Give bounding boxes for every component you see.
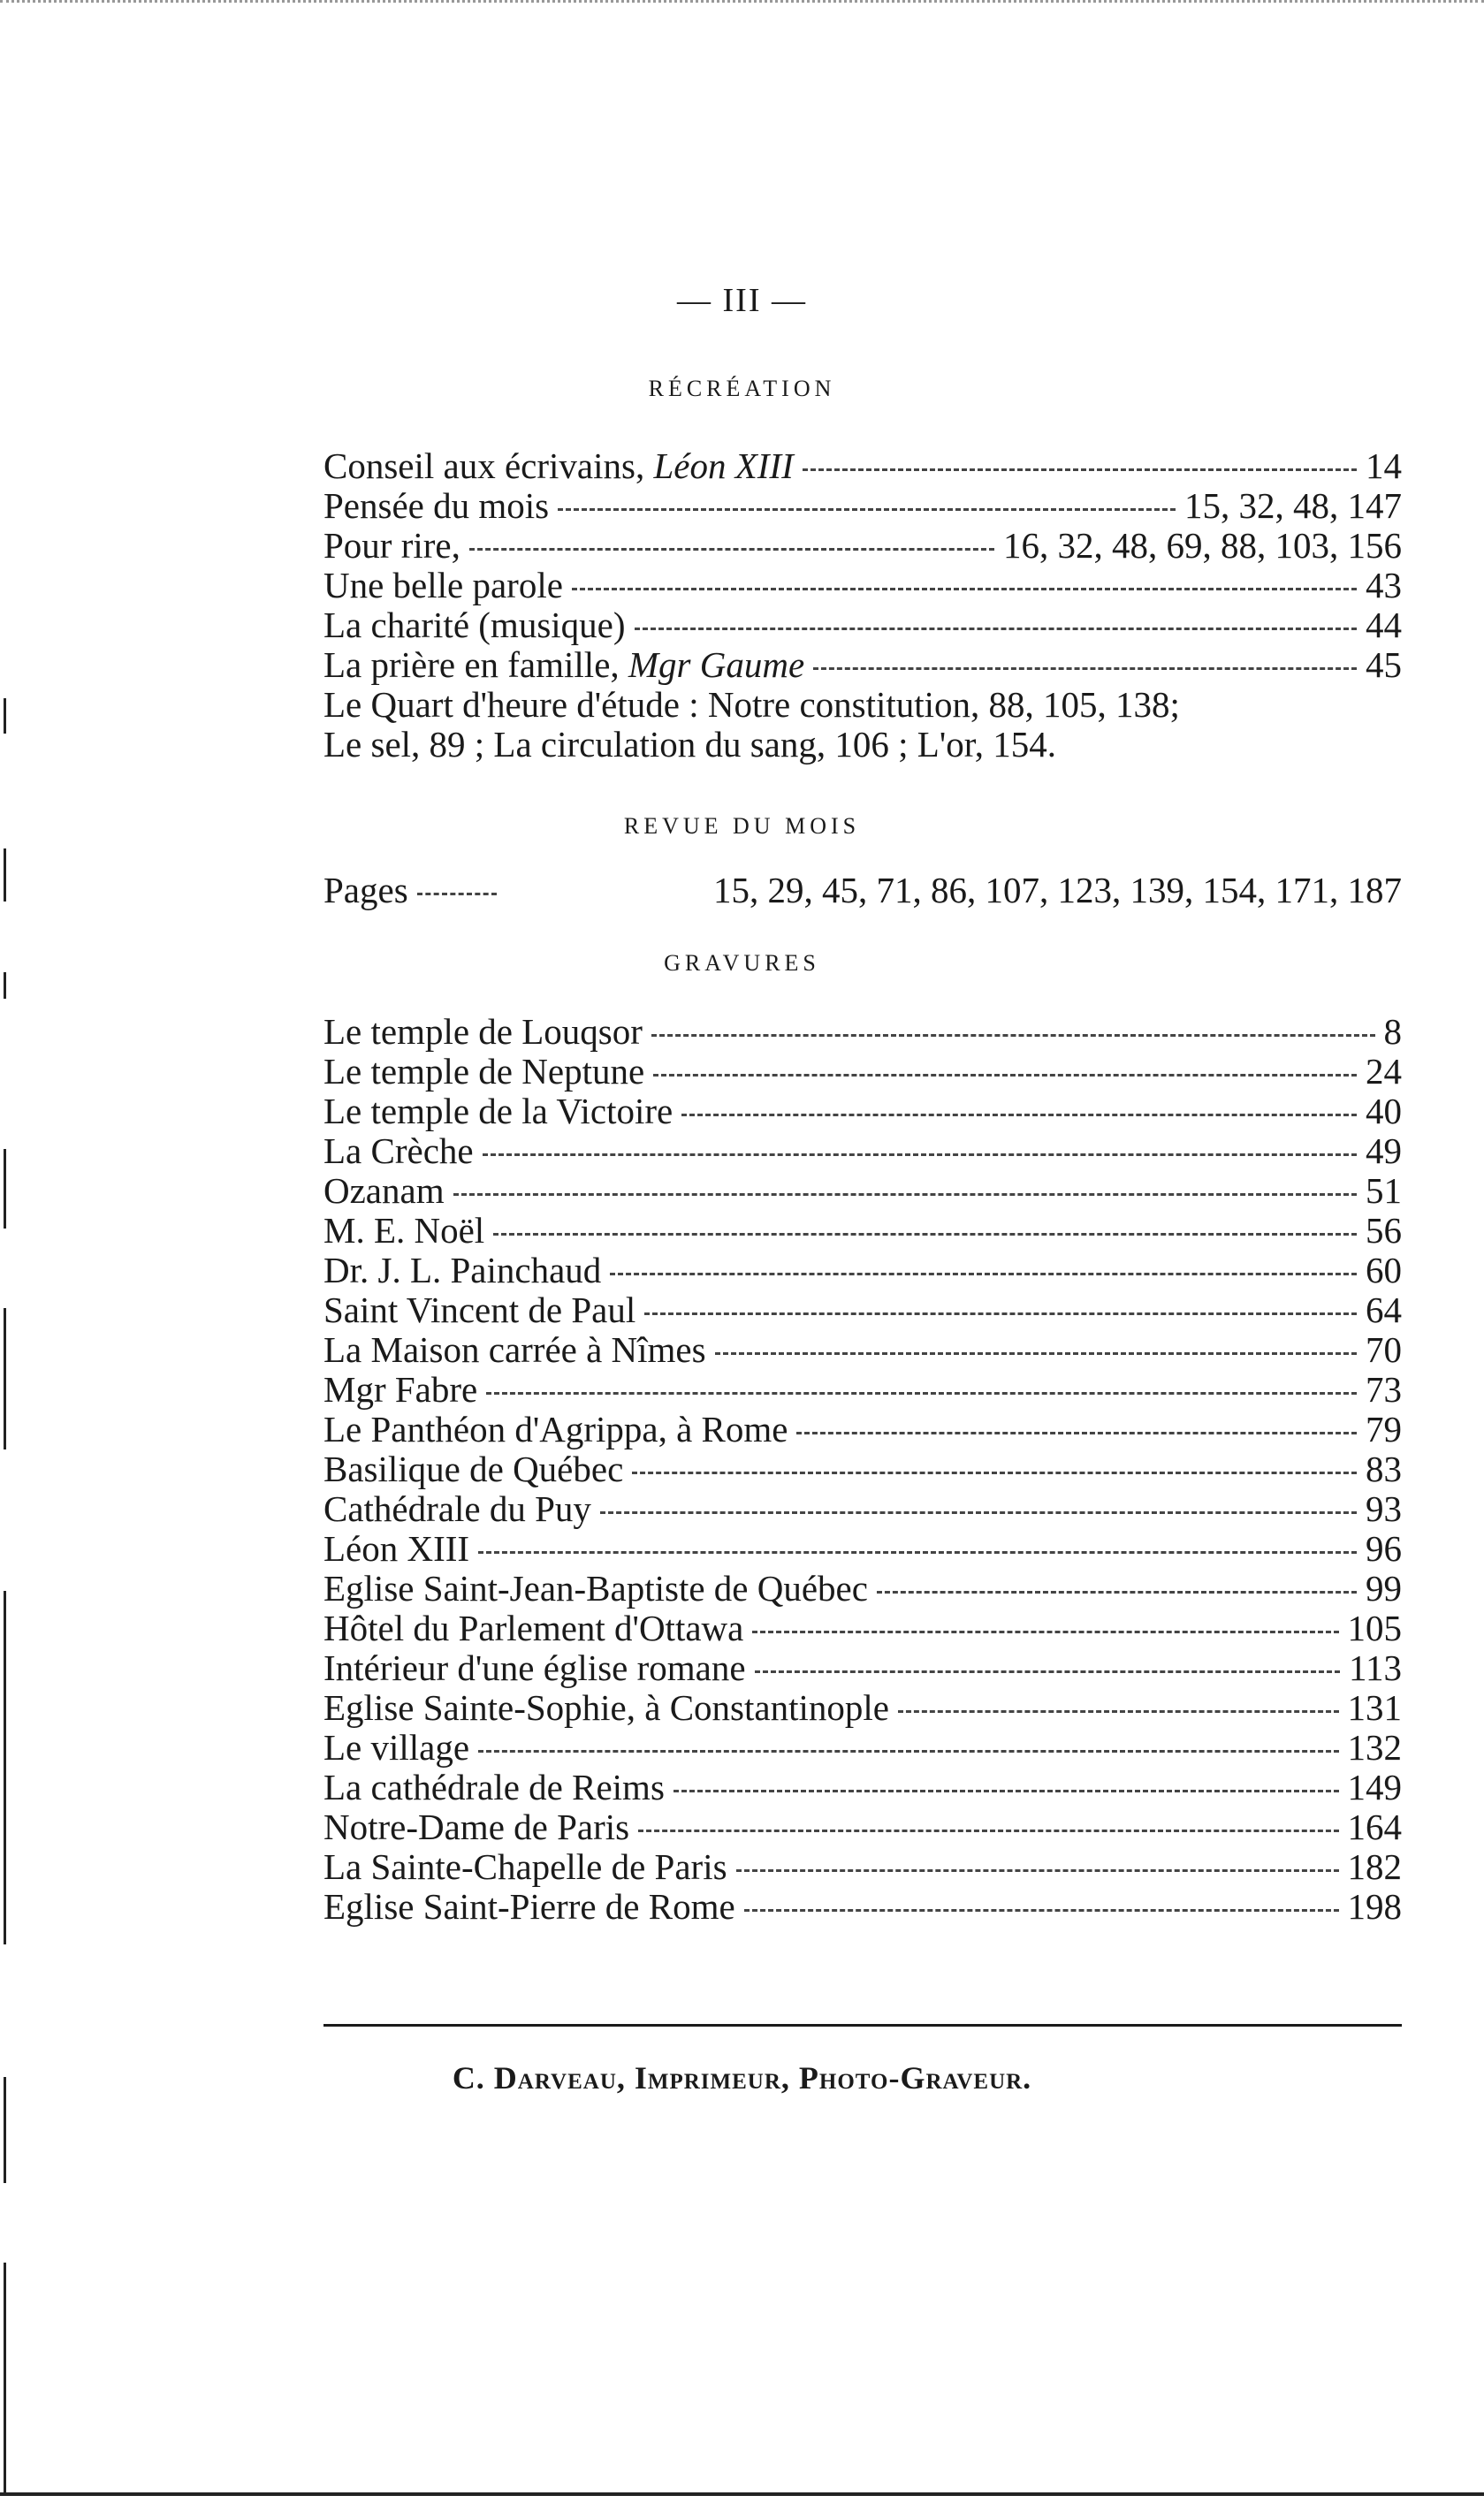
dot-leader <box>715 1352 1357 1355</box>
gravure-row: Léon XIII 96 <box>323 1528 1402 1569</box>
gravure-row: Le temple de Louqsor 8 <box>323 1011 1402 1052</box>
gravure-row: La Sainte-Chapelle de Paris 182 <box>323 1846 1402 1887</box>
dot-leader <box>877 1591 1357 1594</box>
dot-leader <box>803 468 1357 471</box>
gravure-row: Le Panthéon d'Agrippa, à Rome 79 <box>323 1409 1402 1449</box>
gravure-row: Intérieur d'une église romane 113 <box>323 1647 1402 1688</box>
gravure-row: Eglise Saint-Jean-Baptiste de Québec 99 <box>323 1568 1402 1609</box>
recreation-row: Conseil aux écrivains, Léon XIII 14 <box>323 445 1402 486</box>
gravure-row: Le village 132 <box>323 1727 1402 1768</box>
dot-leader <box>483 1153 1357 1156</box>
dot-leader <box>493 1233 1357 1236</box>
gravure-row: La cathédrale de Reims 149 <box>323 1767 1402 1807</box>
gravure-row: Eglise Saint-Pierre de Rome 198 <box>323 1886 1402 1927</box>
dot-leader <box>635 628 1357 630</box>
quart-heure-line-1: Le Quart d'heure d'étude : Notre constitution, 88, 105, 138; <box>323 684 1180 725</box>
gravure-row: Le temple de Neptune 24 <box>323 1051 1402 1092</box>
footer-rule <box>323 2024 1402 2027</box>
dot-leader <box>478 1551 1357 1554</box>
revue-row: Pages 15, 29, 45, 71, 86, 107, 123, 139, 154, 171, 187 <box>323 870 1402 910</box>
dot-leader <box>752 1631 1338 1633</box>
recreation-row: Pensée du mois 15, 32, 48, 147 <box>323 485 1402 526</box>
dot-leader <box>469 548 994 551</box>
recreation-row: La charité (musique) 44 <box>323 605 1402 645</box>
gravure-row: Le temple de la Victoire 40 <box>323 1091 1402 1131</box>
gravure-row: Notre-Dame de Paris 164 <box>323 1807 1402 1847</box>
dot-leader <box>610 1273 1357 1275</box>
recreation-heading: RÉCRÉATION <box>648 376 836 401</box>
recreation-row: Pour rire, 16, 32, 48, 69, 88, 103, 156 <box>323 525 1402 566</box>
dot-leader <box>417 893 497 895</box>
dot-leader <box>813 667 1357 670</box>
printer-imprint: C. Darveau, Imprimeur, Photo-Graveur. <box>452 2060 1032 2096</box>
dot-leader <box>681 1114 1357 1116</box>
dot-leader <box>600 1511 1357 1514</box>
dot-leader <box>674 1790 1339 1792</box>
dot-leader <box>453 1193 1357 1196</box>
gravure-row: La Maison carrée à Nîmes 70 <box>323 1329 1402 1370</box>
dot-leader <box>478 1750 1338 1753</box>
gravure-row: Hôtel du Parlement d'Ottawa 105 <box>323 1608 1402 1648</box>
dot-leader <box>898 1710 1339 1713</box>
recreation-row: La prière en famille, Mgr Gaume 45 <box>323 644 1402 685</box>
recreation-row: Une belle parole 43 <box>323 565 1402 605</box>
gravure-row: Dr. J. L. Painchaud 60 <box>323 1250 1402 1290</box>
gravure-row: Eglise Sainte-Sophie, à Constantinople 131 <box>323 1687 1402 1728</box>
gravure-row: Saint Vincent de Paul 64 <box>323 1290 1402 1330</box>
recreation-list <box>323 446 1402 765</box>
page-number: — III — <box>677 282 807 319</box>
quart-heure-line-2: Le sel, 89 ; La circulation du sang, 106 ; L'or, 154. <box>323 724 1056 765</box>
gravure-row: M. E. Noël 56 <box>323 1210 1402 1251</box>
dot-leader <box>736 1869 1339 1872</box>
dot-leader <box>644 1312 1357 1315</box>
gravures-list <box>323 1012 1402 1927</box>
dot-leader <box>744 1909 1339 1912</box>
gravure-row: La Crèche 49 <box>323 1130 1402 1171</box>
dot-leader <box>638 1830 1338 1832</box>
revue-list <box>323 871 1402 910</box>
dot-leader <box>651 1034 1375 1037</box>
dot-leader <box>486 1392 1357 1395</box>
dot-leader <box>796 1432 1357 1434</box>
gravure-row: Ozanam 51 <box>323 1170 1402 1211</box>
gravure-row: Cathédrale du Puy 93 <box>323 1488 1402 1529</box>
dot-leader <box>572 588 1357 590</box>
dot-leader <box>558 508 1176 511</box>
dot-leader <box>632 1472 1357 1474</box>
dot-leader <box>653 1074 1357 1077</box>
dot-leader <box>755 1670 1340 1673</box>
gravures-heading: GRAVURES <box>664 950 820 976</box>
gravure-row: Mgr Fabre 73 <box>323 1369 1402 1410</box>
revue-heading: REVUE DU MOIS <box>623 813 861 839</box>
gravure-row: Basilique de Québec 83 <box>323 1449 1402 1489</box>
